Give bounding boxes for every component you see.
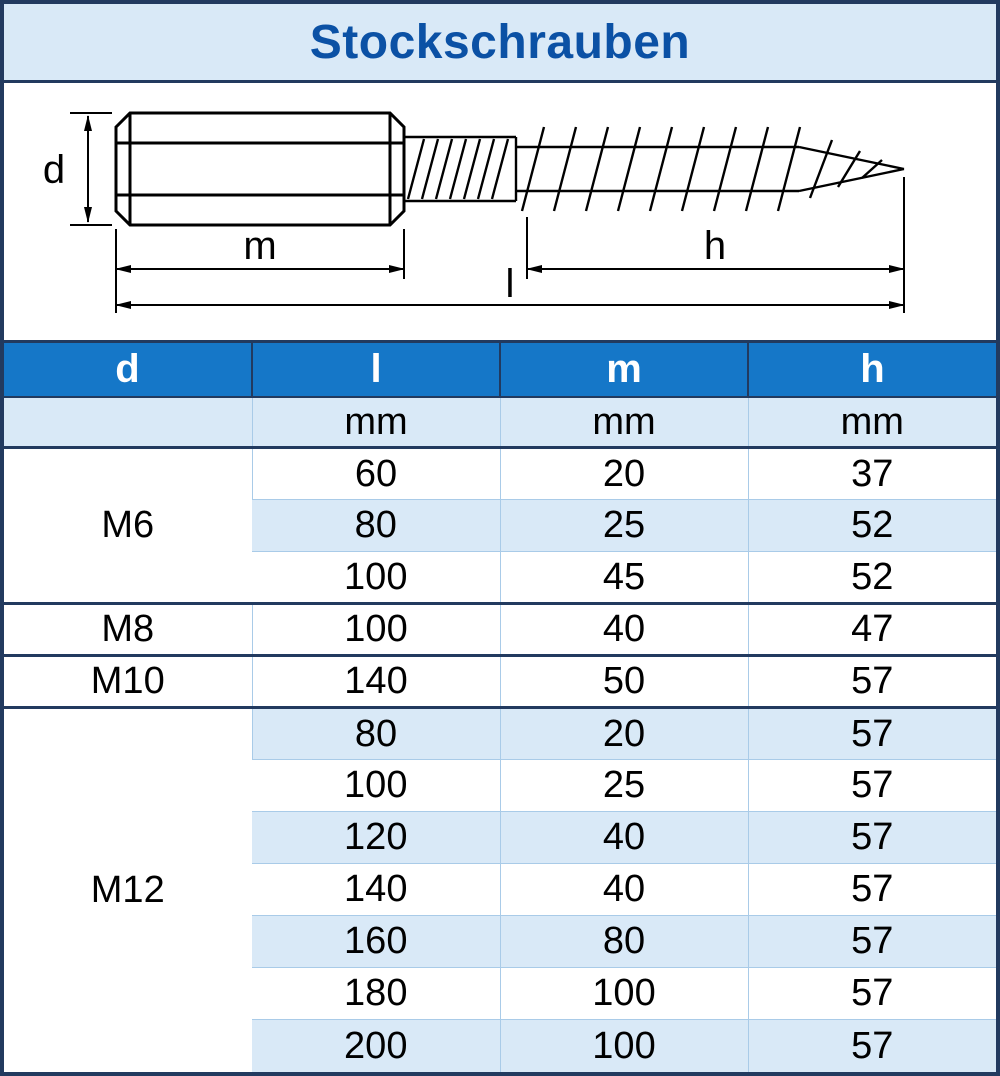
value-cell-l: 200 bbox=[252, 1020, 500, 1072]
units-cell: mm bbox=[500, 397, 748, 448]
dimension-table bbox=[4, 343, 996, 1072]
value-cell-m: 20 bbox=[500, 448, 748, 500]
value-cell-l: 100 bbox=[252, 604, 500, 656]
size-cell: M10 bbox=[4, 656, 252, 708]
table-row bbox=[4, 448, 996, 500]
value-cell-m: 80 bbox=[500, 916, 748, 968]
value-cell-h: 57 bbox=[748, 1020, 996, 1072]
value-cell-m: 20 bbox=[500, 708, 748, 760]
units-cell: mm bbox=[252, 397, 500, 448]
value-cell-m: 100 bbox=[500, 968, 748, 1020]
value-cell-h: 57 bbox=[748, 968, 996, 1020]
table-head bbox=[4, 343, 996, 397]
value-cell-m: 25 bbox=[500, 500, 748, 552]
value-cell-m: 25 bbox=[500, 760, 748, 812]
value-cell-h: 37 bbox=[748, 448, 996, 500]
value-cell-h: 57 bbox=[748, 864, 996, 916]
dimension-labels bbox=[43, 148, 726, 306]
dimension-table-wrap bbox=[4, 343, 996, 1072]
table-row bbox=[4, 708, 996, 760]
value-cell-h: 47 bbox=[748, 604, 996, 656]
value-cell-h: 57 bbox=[748, 812, 996, 864]
size-cell: M12 bbox=[4, 708, 252, 1072]
size-cell: M8 bbox=[4, 604, 252, 656]
value-cell-l: 80 bbox=[252, 708, 500, 760]
value-cell-l: 120 bbox=[252, 812, 500, 864]
table-row bbox=[4, 604, 996, 656]
size-cell: M6 bbox=[4, 448, 252, 604]
hanger-bolt-drawing bbox=[4, 83, 996, 343]
value-cell-h: 57 bbox=[748, 760, 996, 812]
dim-label-m: m bbox=[243, 224, 277, 268]
page-title: Stockschrauben bbox=[309, 15, 691, 69]
value-cell-h: 57 bbox=[748, 916, 996, 968]
value-cell-h: 57 bbox=[748, 656, 996, 708]
value-cell-m: 50 bbox=[500, 656, 748, 708]
column-header-m: m bbox=[500, 343, 748, 397]
dim-label-l: l bbox=[505, 262, 515, 306]
units-cell: mm bbox=[748, 397, 996, 448]
value-cell-h: 52 bbox=[748, 552, 996, 604]
column-header-l: l bbox=[252, 343, 500, 397]
value-cell-m: 40 bbox=[500, 864, 748, 916]
table-body bbox=[4, 397, 996, 1072]
value-cell-l: 100 bbox=[252, 552, 500, 604]
value-cell-l: 80 bbox=[252, 500, 500, 552]
value-cell-l: 180 bbox=[252, 968, 500, 1020]
column-header-d: d bbox=[4, 343, 252, 397]
wood-screw-thread bbox=[516, 127, 904, 211]
value-cell-h: 52 bbox=[748, 500, 996, 552]
units-empty-cell bbox=[4, 397, 252, 448]
technical-drawing bbox=[4, 83, 996, 343]
title-bar bbox=[4, 4, 996, 83]
machine-thread bbox=[404, 137, 516, 201]
value-cell-m: 45 bbox=[500, 552, 748, 604]
value-cell-l: 60 bbox=[252, 448, 500, 500]
value-cell-m: 100 bbox=[500, 1020, 748, 1072]
hex-head bbox=[116, 113, 404, 225]
value-cell-l: 100 bbox=[252, 760, 500, 812]
table-row bbox=[4, 656, 996, 708]
value-cell-l: 160 bbox=[252, 916, 500, 968]
value-cell-l: 140 bbox=[252, 864, 500, 916]
header-row bbox=[4, 343, 996, 397]
units-row bbox=[4, 397, 996, 448]
value-cell-h: 57 bbox=[748, 708, 996, 760]
value-cell-m: 40 bbox=[500, 812, 748, 864]
dim-label-h: h bbox=[703, 224, 727, 268]
value-cell-m: 40 bbox=[500, 604, 748, 656]
dim-label-d: d bbox=[42, 148, 66, 192]
value-cell-l: 140 bbox=[252, 656, 500, 708]
column-header-h: h bbox=[748, 343, 996, 397]
